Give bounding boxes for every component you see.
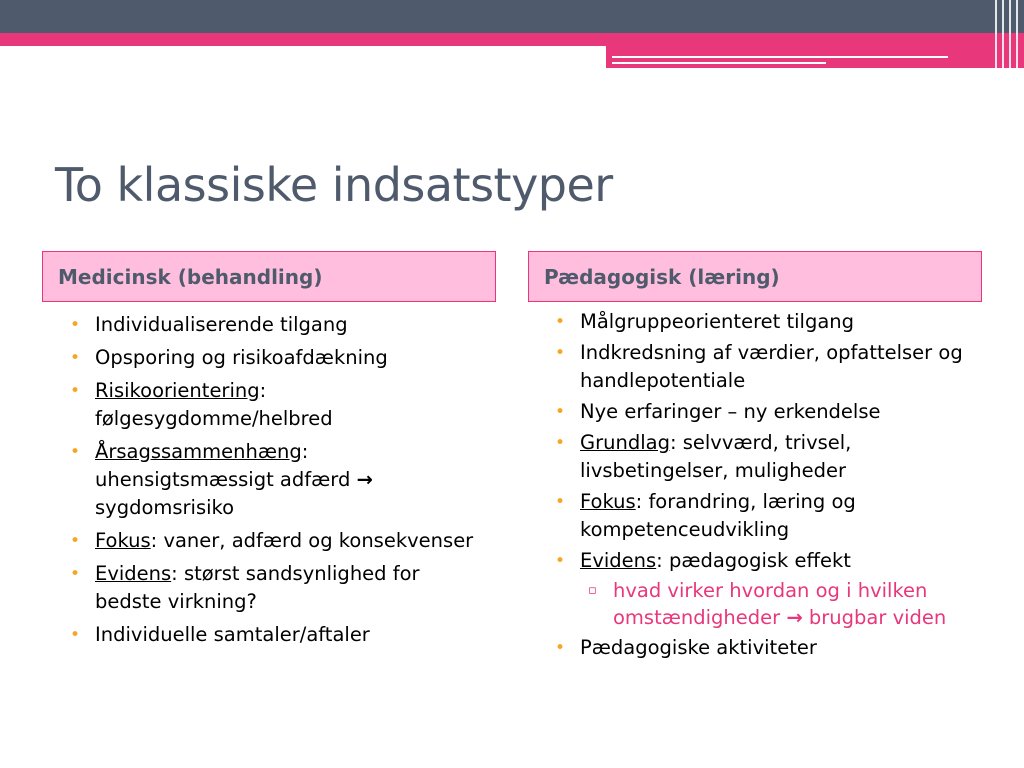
right-column-header: Pædagogisk (læring) (528, 251, 982, 302)
decorative-vertical-stripes (993, 0, 1024, 68)
bullet-dot-icon: • (555, 402, 566, 422)
bullet-dot-icon: • (70, 564, 81, 584)
bullet-dot-icon: • (70, 348, 81, 368)
right-bullet-list (555, 308, 975, 665)
list-item: • Nye erfaringer – ny erkendelse (555, 398, 975, 426)
item-key: Grundlag (580, 431, 670, 454)
list-item: • Årsagssammenhæng: uhensigtsmæssigt adfærd → sygdomsrisiko (70, 440, 373, 519)
list-item: • Indkredsning af værdier, opfattelser og handlepotentiale (555, 341, 963, 392)
bullet-dot-icon: • (555, 551, 566, 571)
bullet-dot-icon: • (555, 433, 566, 453)
left-column-header: Medicinsk (behandling) (42, 251, 496, 302)
list-item: • Fokus: forandring, læring og kompetenceudvikling (555, 490, 856, 541)
bullet-dot-icon: • (70, 625, 81, 645)
list-item: • Målgruppeorienteret tilgang (555, 308, 975, 336)
sub-list (580, 577, 975, 631)
list-item: • Opsporing og risikoafdækning (70, 344, 490, 372)
list-item: • Evidens: størst sandsynlighed for bedste virkning? (70, 562, 420, 613)
list-item: • Individualiserende tilgang (70, 311, 490, 339)
list-item: • Evidens: pædagogisk effekt ▫ hvad virker hvordan og i hvilken omstændigheder → brugbar viden (555, 547, 975, 631)
bullet-dot-icon: • (70, 531, 81, 551)
sub-list-item: ▫ hvad virker hvordan og i hvilken omstændigheder → brugbar viden (588, 579, 947, 629)
item-key: Årsagssammenhæng (95, 440, 302, 463)
list-item: • Fokus: vaner, adfærd og konsekvenser (70, 527, 490, 555)
decorative-stripe (612, 56, 948, 58)
list-item: • Grundlag: selvværd, trivsel, livsbetingelser, muligheder (555, 431, 852, 482)
bullet-dot-icon: • (555, 343, 566, 363)
list-item: • Risikoorientering: følgesygdomme/helbred (70, 379, 333, 430)
square-bullet-icon: ▫ (588, 583, 597, 598)
top-band (0, 0, 1024, 33)
item-key: Evidens (580, 549, 657, 572)
bullet-dot-icon: • (70, 381, 81, 401)
bullet-dot-icon: • (555, 312, 566, 332)
bullet-dot-icon: • (70, 315, 81, 335)
bullet-dot-icon: • (555, 638, 566, 658)
slide-title: To klassiske indsatstyper (55, 158, 613, 212)
bullet-dot-icon: • (70, 442, 81, 462)
item-key: Risikoorientering (95, 379, 260, 402)
bullet-dot-icon: • (555, 492, 566, 512)
item-key: Fokus (95, 529, 151, 552)
list-item: • Individuelle samtaler/aftaler (70, 621, 490, 649)
right-arrow-icon: → (356, 468, 373, 491)
accent-line (0, 33, 1024, 46)
item-key: Fokus (580, 490, 636, 513)
decorative-stripe (612, 62, 826, 64)
item-key: Evidens (95, 562, 172, 585)
right-arrow-icon: → (786, 606, 803, 629)
left-bullet-list (70, 311, 490, 654)
list-item: • Pædagogiske aktiviteter (555, 634, 975, 662)
